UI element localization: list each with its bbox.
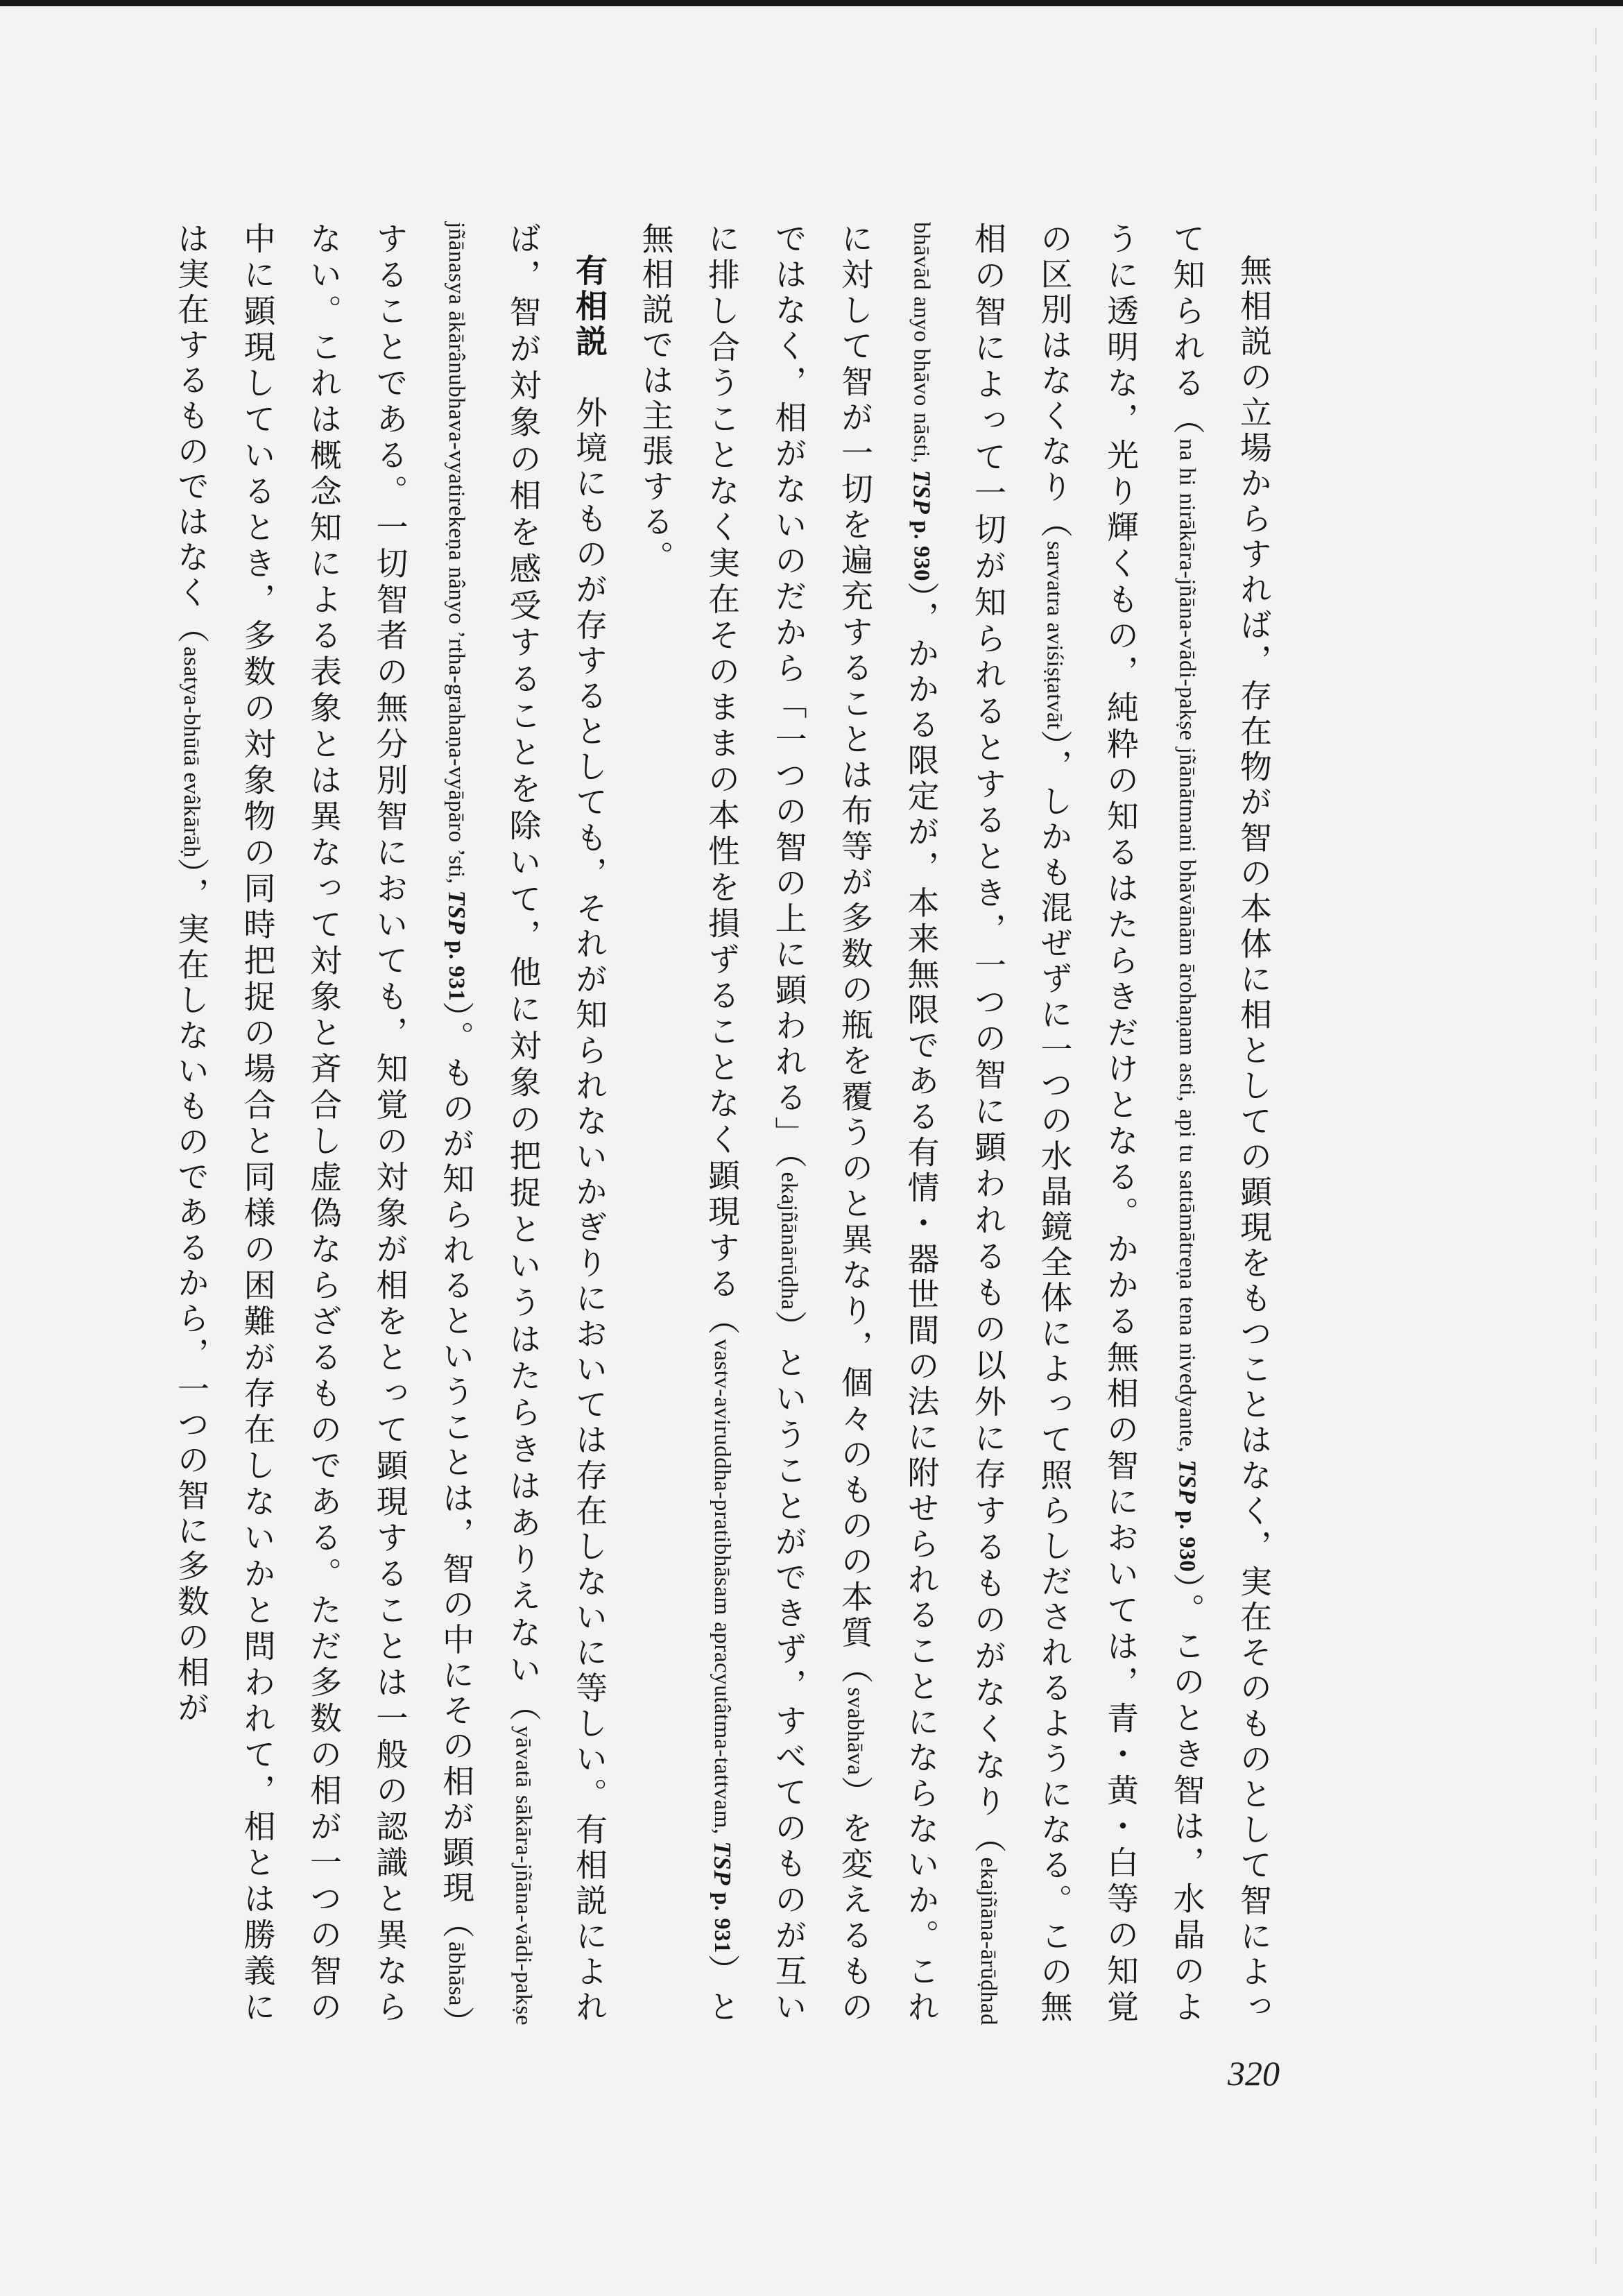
p2-text-1: 外境にものが存するとしても，それが知られないかぎりにおいては存在しないに等しい。有相説によれば，智が対象の相を感受することを除いて，他に対象の把捉というはたらきはありえない（ <box>504 222 608 2026</box>
p1-sanskrit-3: ekajñāna-ārūḍhad bhāvād anyo bhāvo nāsti, <box>909 222 1001 2025</box>
p2-sanskrit-3: asatya-bhūtā evâkārāḥ <box>179 646 204 858</box>
p1-tsp-page-3: p. 931 <box>710 1885 735 1954</box>
top-edge-rule <box>0 0 1623 6</box>
p1-sanskrit-2: sarvatra aviśiṣṭatvāt <box>1042 541 1067 730</box>
p1-sanskrit-1: na hi nirākāra-jñāna-vādi-pakṣe jñānātmani bhāvānām ārohaṇam asti, api tu sattāmātreṇa tena nivedyante, <box>1174 438 1200 1460</box>
p1-tsp-abbrev-2: TSP <box>908 470 936 515</box>
p2-tsp-abbrev-1: TSP <box>443 890 470 935</box>
p1-tsp-abbrev-1: TSP <box>1174 1459 1201 1505</box>
p1-sanskrit-4: svabhāva <box>843 1687 868 1776</box>
p1-sanskrit-5: ekajñānārūḍha <box>776 1172 802 1310</box>
page-number: 320 <box>1228 2054 1280 2093</box>
vertical-text-body <box>149 222 1287 2025</box>
scan-edge-marks <box>1595 28 1597 2268</box>
p1-text-6: ）ということができず，すべてのものが互いに排し合うことなく実在そのままの本性を損ずることなく顕現する（ <box>703 222 808 2026</box>
p2-text-3: ）することである。一切智者の無分別智においても，知覚の対象が相をとって顕現することは一般の認識と異ならない。これは概念知による表象とは異なって対象と斉合し虚偽ならざるものである。ただ多数の相が一つの智の中に顕現しているとき，多数の対象物の同時把捉の場合と同様の困難が存在しないかと問われて，相とは勝義には実在するものではなく（ <box>173 222 475 2026</box>
p1-text-2: ）。このとき智は，水晶のように透明な，光り輝くもの，純粋の知るはたらきだけとなる。かかる無相の智においては，青・黄・白等の知覚の区別はなくなり（ <box>1036 222 1206 2026</box>
p2-text-2: ）。ものが知られるということは，智の中にその相が顕現（ <box>438 1001 475 1942</box>
section-heading-sakara: 有相説 <box>571 254 608 361</box>
paragraph-nirakara <box>622 222 1287 2025</box>
p2-tsp-page-1: p. 931 <box>444 934 469 1002</box>
p1-text-5: ）を変えるものではなく，相がないのだから「一つの智の上に顕われる」（ <box>770 222 874 2026</box>
p1-text-1: 無相説の立場からすれば，存在物が智の本体に相としての顕現をもつことはなく，実在そのものとして智によって知られる（ <box>1168 222 1273 2025</box>
p2-sanskrit-2: ābhāsa <box>444 1942 469 2006</box>
p1-text-7: ）と無相説では主張する。 <box>637 222 741 2026</box>
p1-sanskrit-6: vastv-aviruddha-pratibhāsam apracyutâtma-tattvam, <box>710 1339 735 1842</box>
p1-tsp-abbrev-3: TSP <box>709 1841 736 1886</box>
p2-text-4: ），実在しないものであるから，一つの智に多数の相が <box>173 857 210 1727</box>
p1-text-4: ），かかる限定が，本来無限である有情・器世間の法に附せられることにならないか。これに対して智が一切を遍充することは布等が多数の瓶を覆うのと異なり，個々のものの本質（ <box>836 222 941 2026</box>
p1-tsp-page-1: p. 930 <box>1174 1504 1200 1573</box>
p1-text-3: ），しかも混ぜずに一つの水晶鏡全体によって照らしだされるようになる。この無相の智によって一切が知られるとするとき，一つの智に顕われるもの以外に存するものがなくなり（ <box>970 222 1074 2026</box>
p1-tsp-page-2: p. 930 <box>909 514 934 582</box>
paragraph-sakara <box>158 222 623 2025</box>
p2-sanskrit-1: yāvatā sākāra-jñāna-vādi-pakṣe jñānasya ākārânubhava-vyatirekeṇa nânyo ’rtha-grahaṇa-vyāpāro ’sti, <box>444 222 536 2026</box>
